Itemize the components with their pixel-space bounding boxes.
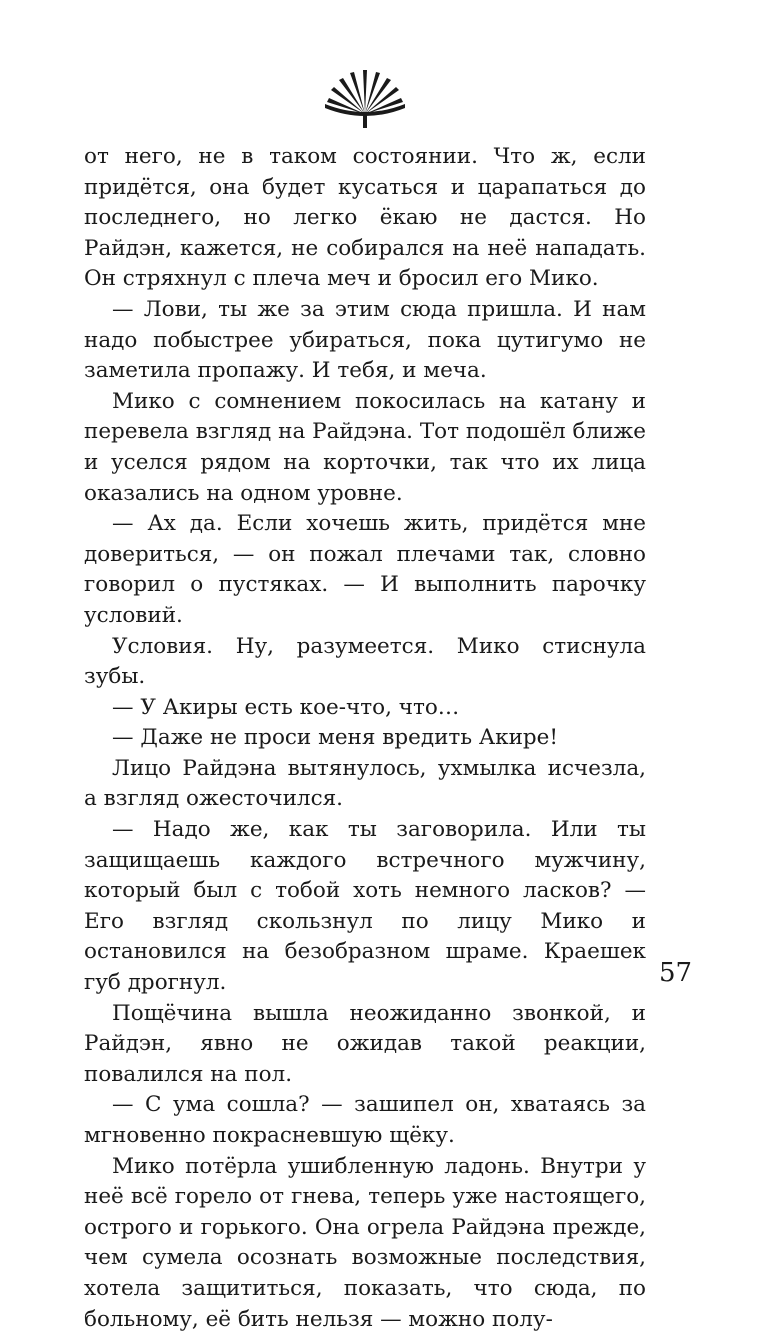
folding-fan-icon [323,68,407,130]
paragraph: — Лови, ты же за этим сюда пришла. И нам надо побыстрее убираться, пока цутигумо не заметила пропажу. И тебя, и меча. [84,296,646,384]
paragraph: — Даже не проси меня вредить Акире! [112,725,559,751]
page-number: 57 [659,958,693,988]
paragraph: — Ах да. Если хочешь жить, придётся мне довериться, — он пожал плечами так, словно говорил о пустяках. — И выполнить парочку условий. [84,511,646,628]
paragraph: — У Акиры есть кое-что, что… [112,694,460,720]
paragraph: — Надо же, как ты заговорила. Или ты защищаешь каждого встречного мужчину, который был с тобой хоть немного ласков? — Его взгляд скользнул по лицу Мико и остановился на безобразном шраме. Краешек губ дрогнул. [84,817,646,996]
paragraph: Мико потёрла ушибленную ладонь. Внутри у неё всё горело от гнева, теперь уже настоящего, острого и горького. Она огрела Райдэна прежде, чем сумела осознать возможные последствия, хотела защититься, показать, что сюда, по больному, её бить нельзя — можно полу- [84,1153,646,1332]
paragraph: — С ума сошла? — зашипел он, хватаясь за мгновенно покрасневшую щёку. [84,1092,646,1148]
paragraph: от него, не в таком состоянии. Что ж, если придётся, она будет кусаться и царапаться до последнего, но легко ёкаю не дастся. Но Райдэн, кажется, не собирался на неё нападать. Он стряхнул с плеча меч и бросил его Мико. [84,144,646,292]
page-body-text [84,142,646,1335]
paragraph: Мико с сомнением покосилась на катану и перевела взгляд на Райдэна. Тот подошёл ближе и уселся рядом на корточки, так что их лица оказались на одном уровне. [84,388,646,506]
paragraph: Пощёчина вышла неожиданно звонкой, и Райдэн, явно не ожидав такой реакции, повалился на пол. [84,1000,646,1087]
paragraph: Лицо Райдэна вытянулось, ухмылка исчезла, а взгляд ожесточился. [84,755,646,812]
paragraph: Условия. Ну, разумеется. Мико стиснула зубы. [84,633,646,690]
